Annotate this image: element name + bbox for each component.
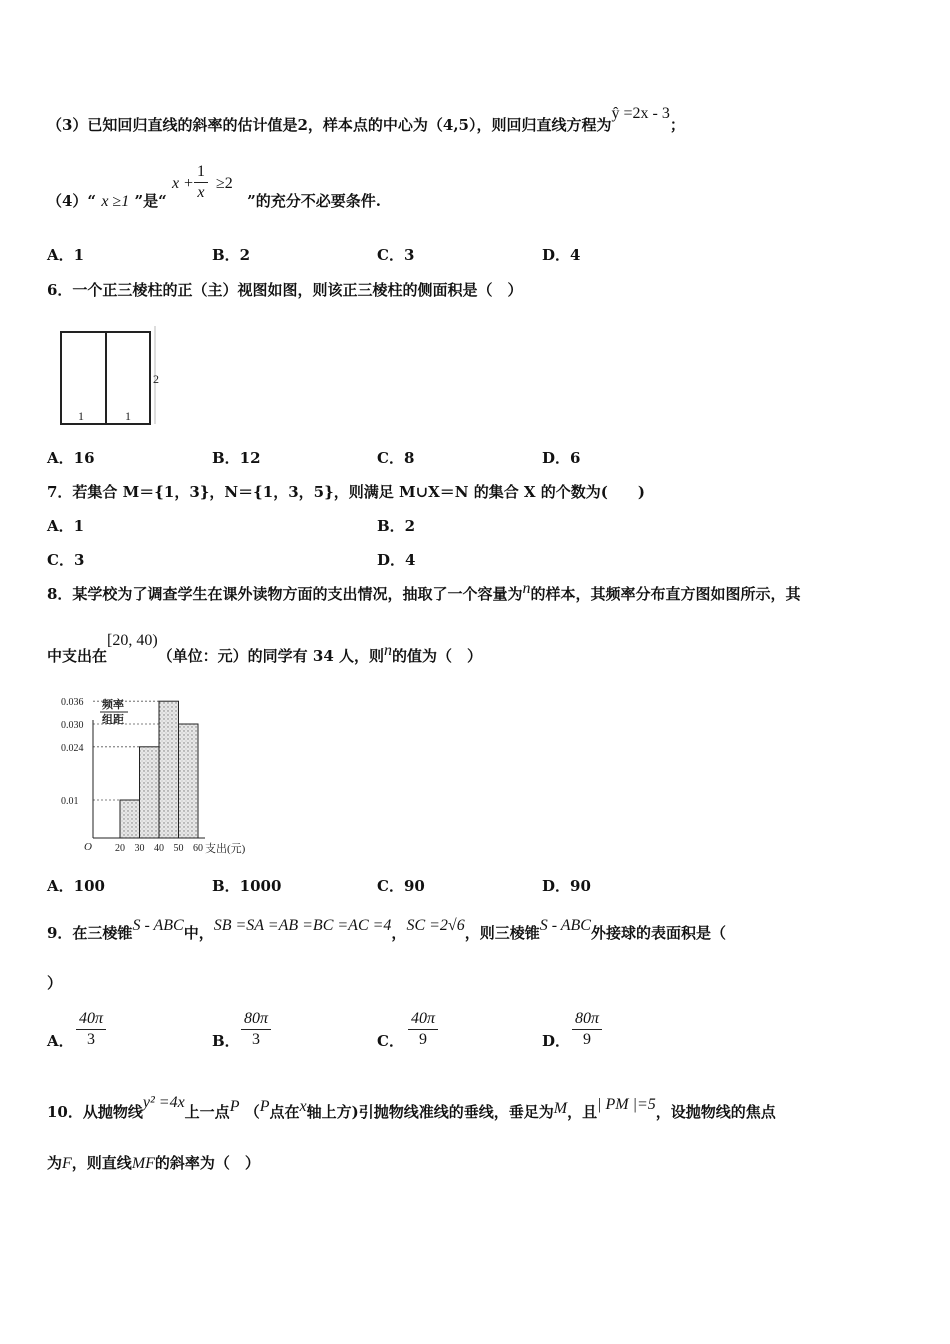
q8-x-tick-label: 50 xyxy=(173,843,184,854)
q8-var-n-2: n xyxy=(384,642,392,659)
q6-option-d: D．6 xyxy=(542,449,581,467)
q5-s4-cond2 xyxy=(171,163,242,206)
q9-option-d-label: D． xyxy=(542,1032,571,1050)
q5-s3-suffix: ； xyxy=(669,116,685,134)
q10-parabola: y² =4x xyxy=(142,1094,185,1111)
q7-option-c: C．3 xyxy=(47,551,85,569)
q5-s3-prefix: （3）已知回归直线的斜率的估计值是2，样本点的中心为（4,5），则回归直线方程为 xyxy=(47,116,612,134)
q8-histogram-bar xyxy=(179,724,199,838)
q10-j: 的斜率为（ ） xyxy=(154,1154,260,1172)
q9-stem-d: 外接球的表面积是（ xyxy=(590,924,726,942)
q8-x-tick-label: 40 xyxy=(154,843,164,854)
q9-comma: ， xyxy=(391,924,407,942)
q9-option-a-fraction xyxy=(76,1009,106,1050)
q8-stem-line1-a: 8．某学校为了调查学生在课外读物方面的支出情况，抽取了一个容量为 xyxy=(47,585,523,603)
q9-pyramid: S - ABC xyxy=(132,917,184,934)
q5-s4-cond1: x ≥1 xyxy=(101,193,130,210)
q6-front-view-figure xyxy=(45,322,175,430)
q9-stem-c: ，则三棱锥 xyxy=(464,924,540,942)
q9-option-d-num: 80π xyxy=(572,1009,602,1030)
q8-stem-line2-c: 的值为（ ） xyxy=(392,647,483,665)
q8-option-a: A．100 xyxy=(47,877,105,895)
q9-stem-a: 9．在三棱锥 xyxy=(47,924,133,942)
q6-option-b: B．12 xyxy=(212,449,261,467)
q7-option-b: B．2 xyxy=(377,517,416,535)
q8-stem-line2-a: 中支出在 xyxy=(47,647,108,665)
q9-option-d-fraction xyxy=(572,1009,602,1050)
q5-s4-cond2-b: ≥2 xyxy=(215,175,233,192)
q8-ylabel-top: 频率 xyxy=(102,699,124,711)
q10-pm-eq: | PM |=5 xyxy=(597,1096,656,1113)
q10-point-f: F xyxy=(62,1155,72,1172)
q9-stem-b: 中， xyxy=(183,924,214,942)
q6-label-right-base: 1 xyxy=(125,409,131,423)
q10-a: 10．从抛物线 xyxy=(47,1103,143,1121)
q5-s4-frac-den: x xyxy=(197,184,205,201)
q9-option-a-num: 40π xyxy=(76,1009,106,1030)
q8-y-tick-label: 0.024 xyxy=(61,742,84,754)
q10-point-p: P xyxy=(229,1098,240,1115)
q8-var-n: n xyxy=(522,580,531,597)
q9-cond2: SC =2√6 xyxy=(406,917,465,934)
q5-s4-mid: ”是“ xyxy=(134,192,167,210)
q9-option-b-fraction xyxy=(241,1009,271,1050)
q9-cond1: SB =SA =AB =BC =AC =4 xyxy=(213,917,392,934)
q8-y-tick-label: 0.01 xyxy=(61,796,79,807)
q8-interval: [20, 40) xyxy=(107,632,158,649)
q5-option-b: B．2 xyxy=(212,246,251,264)
q10-d: 点在 xyxy=(269,1103,300,1121)
q5-s4-prefix: （4）“ xyxy=(47,192,97,210)
q5-statement-4 xyxy=(47,163,382,212)
q10-stem-line2 xyxy=(47,1153,260,1174)
q9-stem-close: ） xyxy=(47,974,63,992)
q9-option-c-num: 40π xyxy=(408,1009,438,1030)
q8-ylabel-bottom: 组距 xyxy=(102,714,124,726)
q8-histogram-bar xyxy=(120,800,140,838)
q6-stem: 6．一个正三棱柱的正（主）视图如图，则该正三棱柱的侧面积是（ ） xyxy=(47,281,523,299)
q8-histogram-bar xyxy=(140,747,160,838)
q10-c: （ xyxy=(244,1103,260,1121)
q5-s4-cond2-a: x + xyxy=(171,175,194,192)
q8-option-c: C．90 xyxy=(377,877,425,895)
q7-option-a: A．1 xyxy=(47,517,85,535)
q10-stem-line1 xyxy=(47,1094,776,1123)
q8-stem-line2 xyxy=(47,632,483,667)
q5-s4-suffix: ”的充分不必要条件. xyxy=(247,192,382,210)
q8-stem-line1 xyxy=(47,580,801,605)
q6-option-a: A．16 xyxy=(47,449,95,467)
q5-s4-fraction xyxy=(194,162,208,203)
q8-stem-line1-b: 的样本，其频率分布直方图如图所示，其 xyxy=(530,585,801,603)
q10-line-mf: MF xyxy=(131,1155,155,1172)
q9-option-d-den: 9 xyxy=(583,1031,591,1048)
q8-stem-line2-b: （单位：元）的同学有 34 人，则 xyxy=(157,647,384,665)
q8-x-tick-label: 20 xyxy=(115,843,125,854)
q8-origin-label: O xyxy=(84,841,92,853)
q8-histogram-bar xyxy=(159,701,179,838)
q9-pyramid-2: S - ABC xyxy=(539,917,591,934)
q9-option-b-label: B． xyxy=(212,1032,240,1050)
q9-stem xyxy=(47,917,726,944)
q10-var-x: x xyxy=(299,1098,307,1115)
q5-option-d: D．4 xyxy=(542,246,581,264)
q10-b: 上一点 xyxy=(184,1103,230,1121)
q6-option-c: C．8 xyxy=(377,449,415,467)
q9-option-b-den: 3 xyxy=(252,1031,260,1048)
q8-histogram xyxy=(55,690,265,860)
q9-option-b-num: 80π xyxy=(241,1009,271,1030)
q5-s3-formula: ŷ =2x - 3 xyxy=(611,105,670,122)
q5-statement-3 xyxy=(47,105,685,136)
q6-label-left-base: 1 xyxy=(78,409,84,423)
q10-point-p-2: P xyxy=(259,1098,270,1115)
q7-stem: 7．若集合 M＝{1，3}，N＝{1，3，5}，则满足 M∪X＝N 的集合 X 的个数为( ) xyxy=(47,483,645,501)
q5-option-a: A．1 xyxy=(47,246,85,264)
q9-option-c-den: 9 xyxy=(419,1031,427,1048)
q10-h: 为 xyxy=(47,1154,63,1172)
q9-option-c-label: C． xyxy=(377,1032,404,1050)
q5-option-c: C．3 xyxy=(377,246,415,264)
q5-s4-frac-num: 1 xyxy=(194,162,208,183)
q8-y-tick-label: 0.030 xyxy=(61,720,84,731)
q8-option-b: B．1000 xyxy=(212,877,282,895)
q9-option-a-den: 3 xyxy=(87,1031,95,1048)
q8-xlabel: 支出(元) xyxy=(205,843,246,855)
q8-option-d: D．90 xyxy=(542,877,591,895)
q8-y-tick-label: 0.036 xyxy=(61,697,84,709)
q9-option-c-fraction xyxy=(408,1009,438,1050)
q6-label-height: 2 xyxy=(153,372,159,386)
q10-point-m: M xyxy=(553,1100,568,1117)
q10-e: 轴上方)引抛物线准线的垂线，垂足为 xyxy=(306,1103,554,1121)
q9-option-a-label: A． xyxy=(47,1032,74,1050)
q10-f: ，且 xyxy=(567,1103,598,1121)
q8-x-tick-label: 60 xyxy=(193,843,203,854)
q7-option-d: D．4 xyxy=(377,551,416,569)
q10-g: ，设抛物线的焦点 xyxy=(655,1103,776,1121)
q10-i: ，则直线 xyxy=(71,1154,132,1172)
q8-x-tick-label: 30 xyxy=(134,843,145,854)
